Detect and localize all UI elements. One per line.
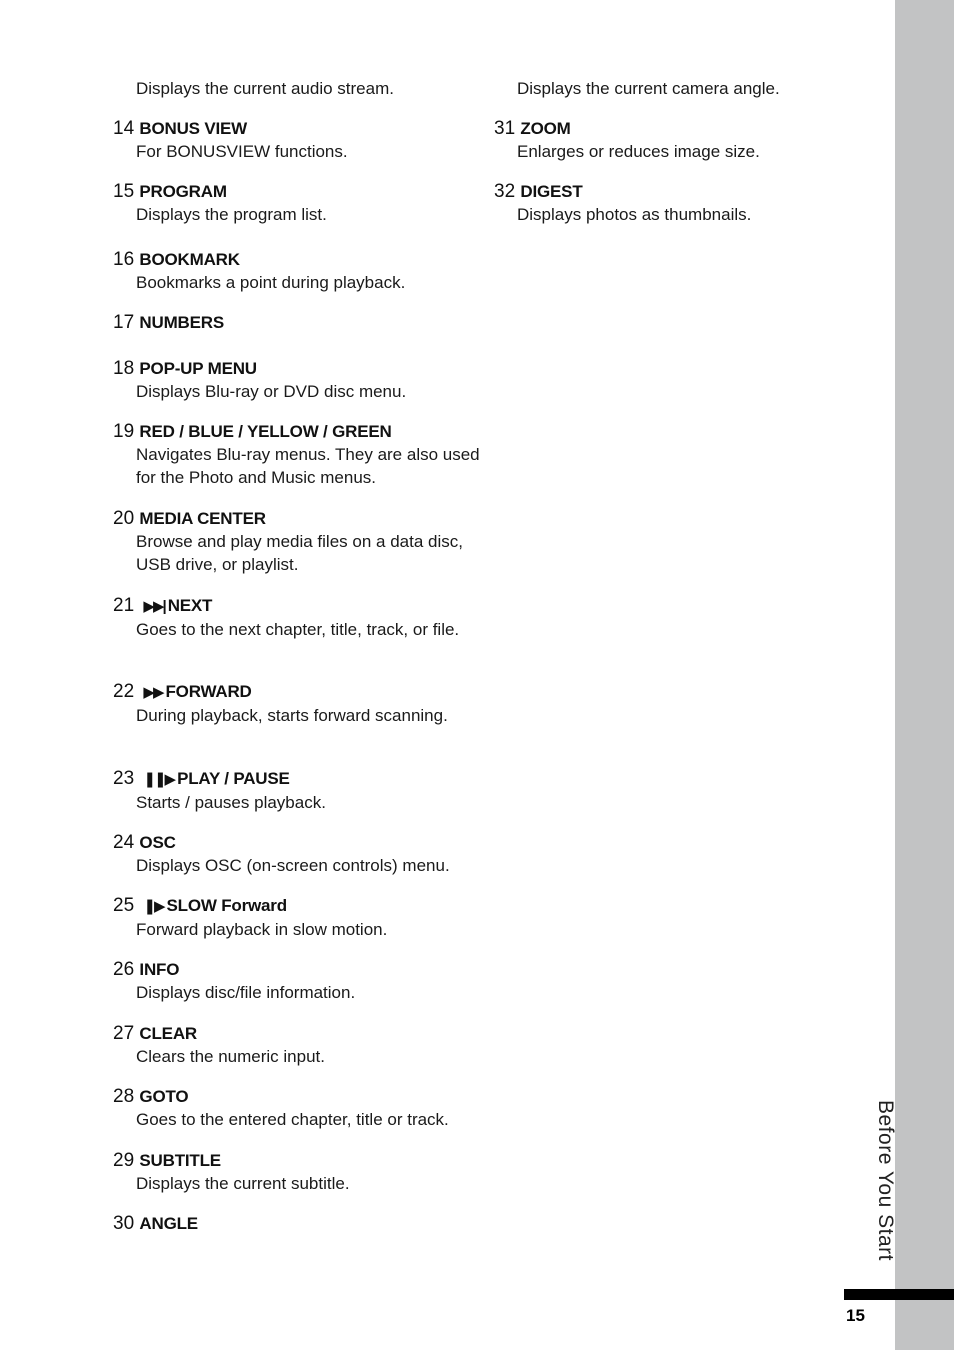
entry-description: Enlarges or reduces image size.	[517, 142, 760, 161]
remote-key-entry	[113, 1149, 483, 1195]
entry-title: NEXT	[167, 596, 213, 615]
remote-key-entry	[113, 1212, 483, 1235]
remote-key-entry	[113, 1022, 483, 1068]
entry-heading	[113, 1085, 483, 1108]
entry-title: RED / BLUE / YELLOW / GREEN	[139, 422, 392, 441]
remote-key-entry	[113, 357, 483, 403]
button-symbol-icon: ▶▶|	[143, 598, 165, 615]
remote-key-entry	[113, 248, 483, 294]
page-number: 15	[846, 1306, 865, 1325]
entry-number: 25	[113, 895, 140, 916]
entry-number: 14	[113, 118, 140, 139]
entry-title: PLAY / PAUSE	[177, 769, 290, 788]
entry-title: GOTO	[139, 1087, 189, 1106]
remote-key-entry	[113, 420, 483, 489]
entry-heading	[113, 248, 483, 271]
entry-heading	[113, 357, 483, 380]
section-label: Before You Start	[874, 1100, 897, 1261]
entry-title: OSC	[139, 833, 176, 852]
entry-heading	[113, 894, 483, 918]
entry-number: 22	[113, 681, 140, 702]
entry-description: Navigates Blu-ray menus. They are also used for the Photo and Music menus.	[136, 445, 480, 487]
entry-heading	[113, 680, 483, 704]
entry-title: CLEAR	[139, 1024, 197, 1043]
entry-heading	[113, 420, 483, 443]
entry-number: 20	[113, 508, 140, 529]
remote-key-entry	[494, 117, 864, 163]
entry-heading	[113, 767, 483, 791]
button-symbol-icon: ❚❚▶	[143, 771, 175, 788]
entry-number: 17	[113, 312, 140, 333]
entry-title: ANGLE	[139, 1214, 198, 1233]
remote-key-entry	[494, 180, 864, 226]
remote-key-entry	[113, 311, 483, 334]
entry-description: Displays the current audio stream.	[136, 79, 394, 98]
entry-number: 32	[494, 181, 521, 202]
entry-description: Starts / pauses playback.	[136, 793, 326, 812]
entry-heading	[494, 117, 864, 140]
entry-number: 30	[113, 1213, 140, 1234]
remote-key-entry	[113, 1085, 483, 1131]
remote-key-entry	[494, 77, 864, 100]
entry-title: NUMBERS	[139, 313, 224, 332]
entry-title: BOOKMARK	[139, 250, 240, 269]
entry-title: FORWARD	[165, 682, 252, 701]
entry-number: 27	[113, 1023, 140, 1044]
entry-heading	[494, 180, 864, 203]
remote-key-entry	[113, 680, 483, 727]
remote-key-entry	[113, 767, 483, 814]
entry-number: 28	[113, 1086, 140, 1107]
entry-description: For BONUSVIEW functions.	[136, 142, 348, 161]
entry-number: 24	[113, 832, 140, 853]
entry-title: SUBTITLE	[139, 1151, 221, 1170]
entry-description: Clears the numeric input.	[136, 1047, 325, 1066]
side-tab	[895, 0, 954, 1350]
entry-heading	[113, 958, 483, 981]
entry-description: Displays OSC (on-screen controls) menu.	[136, 856, 450, 875]
entry-heading	[113, 180, 483, 203]
button-symbol-icon: ❚▶	[143, 898, 164, 915]
entry-heading	[113, 507, 483, 530]
entry-heading	[113, 1022, 483, 1045]
remote-key-entry	[113, 594, 483, 641]
entry-description: During playback, starts forward scanning.	[136, 706, 448, 725]
entry-heading	[113, 831, 483, 854]
entry-heading	[113, 1149, 483, 1172]
entry-number: 31	[494, 118, 521, 139]
entry-description: Displays disc/file information.	[136, 983, 356, 1002]
entry-description: Displays the program list.	[136, 205, 327, 224]
remote-key-entry	[113, 958, 483, 1004]
entry-description: Displays photos as thumbnails.	[517, 205, 752, 224]
entry-description: Forward playback in slow motion.	[136, 920, 388, 939]
entry-number: 26	[113, 959, 140, 980]
entry-number: 23	[113, 768, 140, 789]
entry-heading	[113, 311, 483, 334]
entry-title: DIGEST	[520, 182, 583, 201]
entry-title: SLOW Forward	[166, 896, 287, 915]
entry-description: Displays Blu-ray or DVD disc menu.	[136, 382, 407, 401]
entry-description: Goes to the entered chapter, title or track.	[136, 1110, 449, 1129]
entry-title: PROGRAM	[139, 182, 227, 201]
entry-number: 21	[113, 595, 140, 616]
remote-key-entry	[113, 180, 483, 226]
page-number-bar	[844, 1289, 954, 1300]
entry-title: POP-UP MENU	[139, 359, 257, 378]
entry-title: INFO	[139, 960, 180, 979]
entry-heading	[113, 594, 483, 618]
entry-heading	[113, 1212, 483, 1235]
entry-number: 29	[113, 1150, 140, 1171]
entry-title: MEDIA CENTER	[139, 509, 266, 528]
entry-number: 15	[113, 181, 140, 202]
entry-title: ZOOM	[520, 119, 571, 138]
entry-number: 18	[113, 358, 140, 379]
entry-title: BONUS VIEW	[139, 119, 247, 138]
entry-description: Goes to the next chapter, title, track, or file.	[136, 620, 460, 639]
entry-description: Bookmarks a point during playback.	[136, 273, 406, 292]
remote-key-entry	[113, 117, 483, 163]
entry-number: 16	[113, 249, 140, 270]
entry-description: Displays the current subtitle.	[136, 1174, 350, 1193]
remote-key-entry	[113, 831, 483, 877]
entry-description: Displays the current camera angle.	[517, 79, 780, 98]
button-symbol-icon: ▶▶	[143, 684, 163, 701]
remote-key-entry	[113, 507, 483, 576]
entry-description: Browse and play media files on a data disc, USB drive, or playlist.	[136, 532, 463, 574]
entry-heading	[113, 117, 483, 140]
remote-key-entry	[113, 77, 483, 100]
remote-key-entry	[113, 894, 483, 941]
entry-number: 19	[113, 421, 140, 442]
